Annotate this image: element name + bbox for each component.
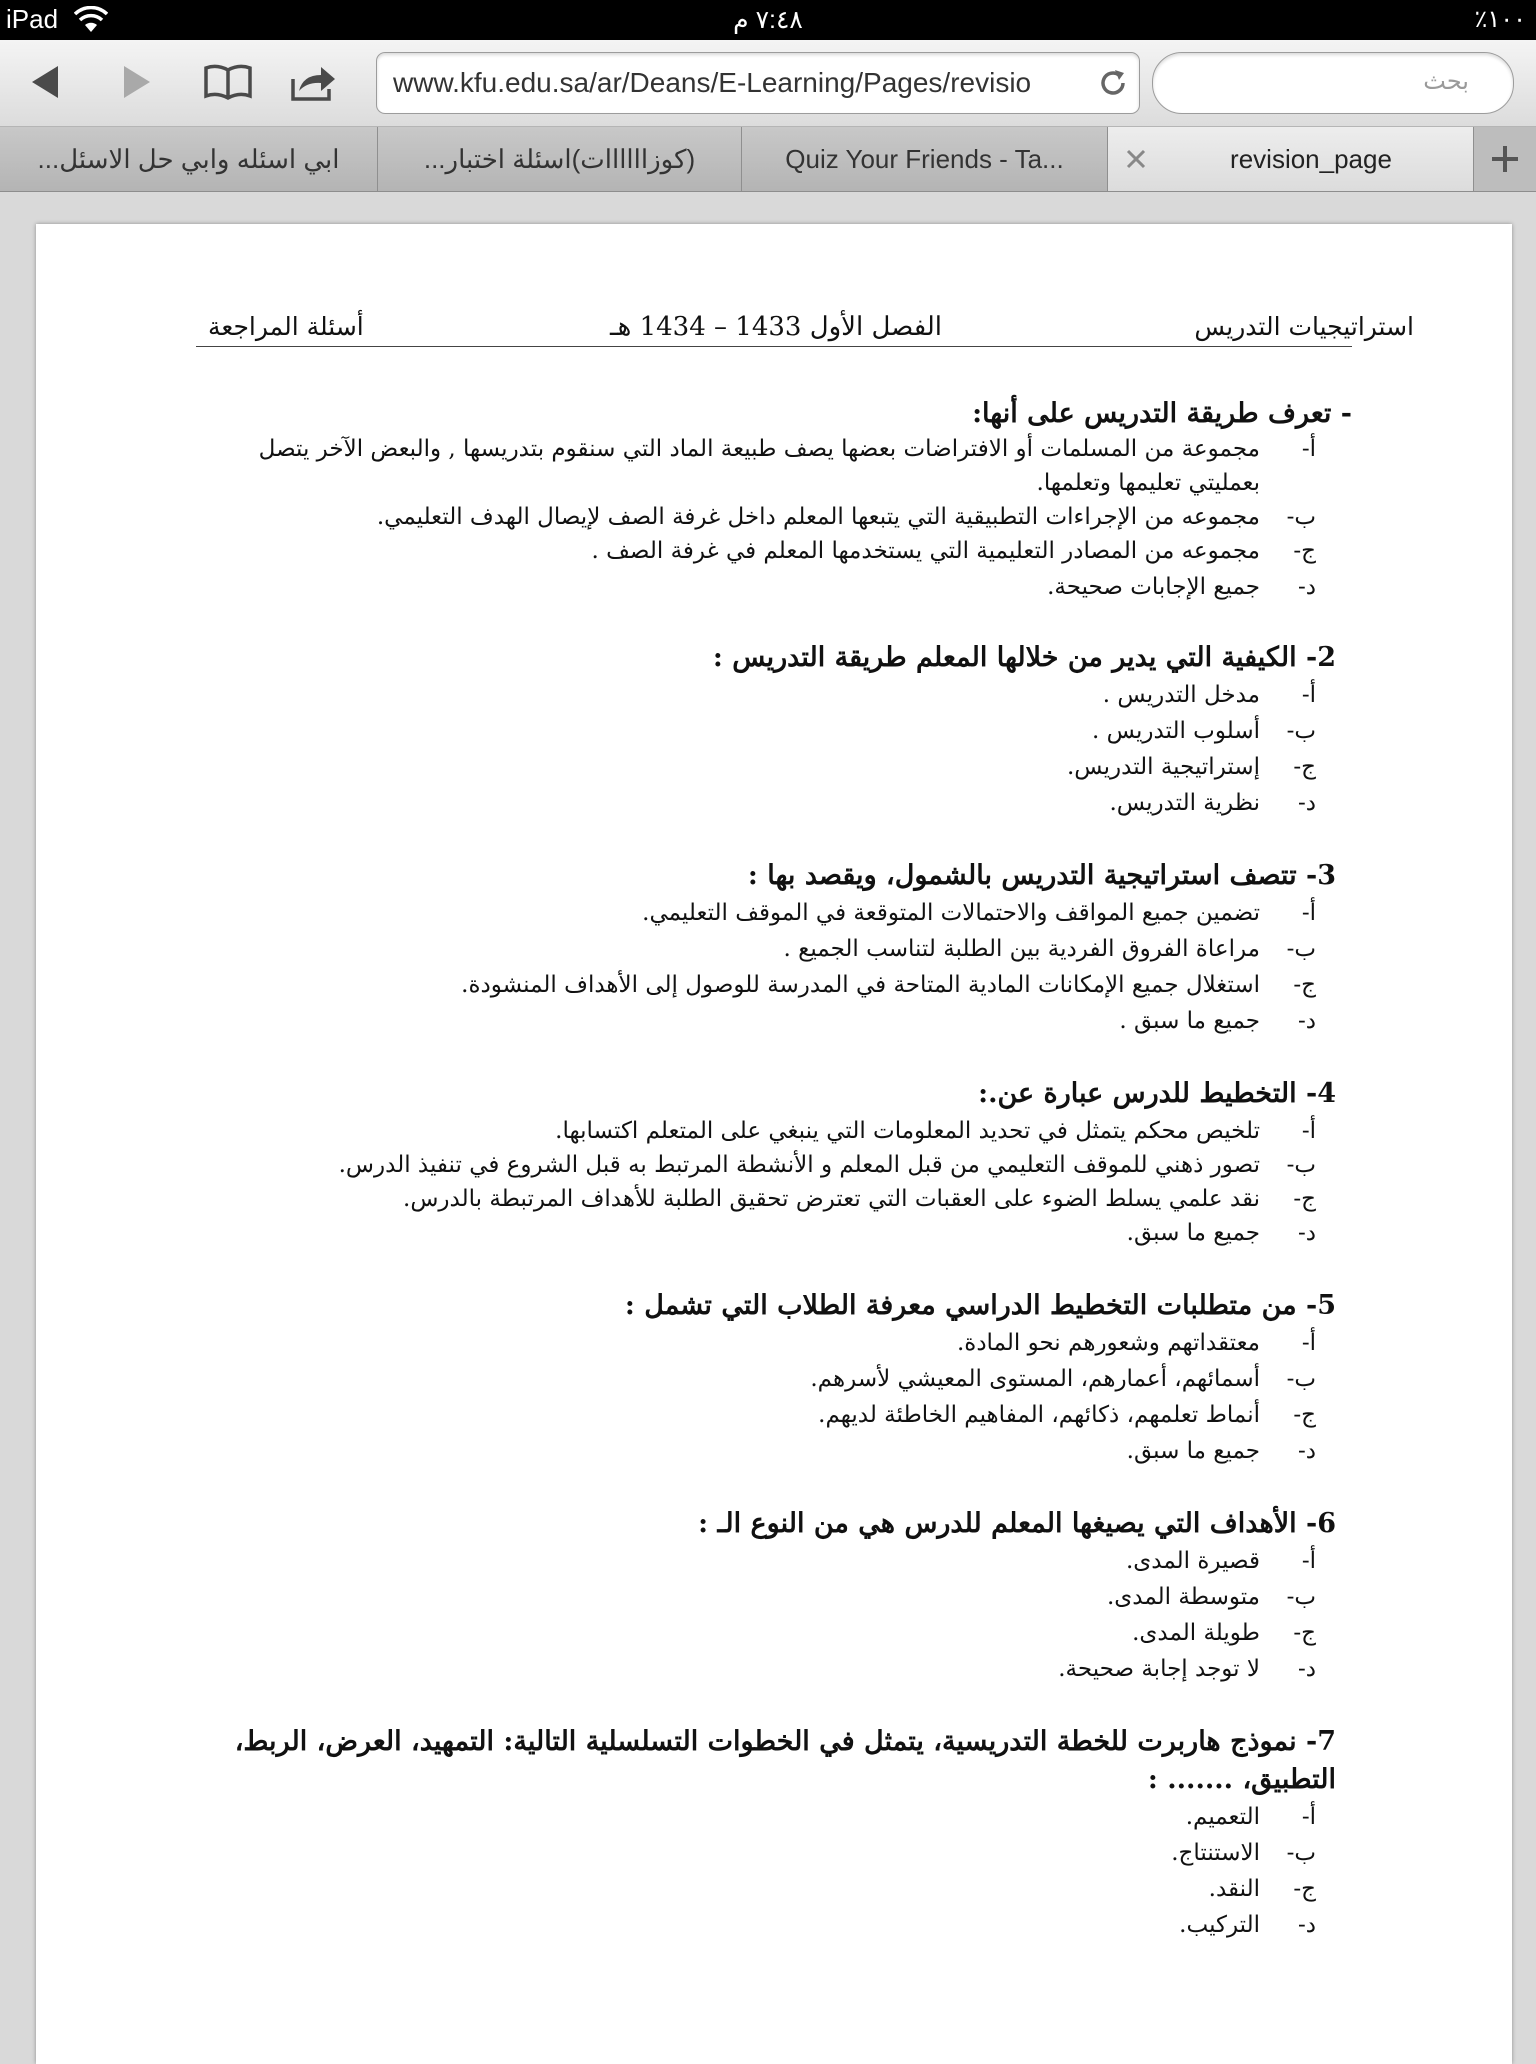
option-text: مجموعة من المسلمات أو الافتراضات بعضها يصف طبيعة الماد التي سنقوم بتدريسها , والبعض الآخر يتصل [258,436,1260,462]
option [1058,1656,1316,1682]
option-text: إستراتيجية التدريس. [1066,754,1260,780]
option-label: أ- [1301,1548,1316,1574]
option [461,972,1316,998]
header-term: الفصل الأول 1433 – 1434 هـ [610,312,943,342]
header-course: استراتيجيات التدريس [1194,312,1414,341]
option-label: ج- [1293,1620,1316,1646]
option-text: بعمليتي تعليمها وتعلمها. [1036,470,1260,496]
option [592,538,1317,564]
option [339,1152,1316,1178]
clock: ٧:٤٨ م [733,6,803,34]
option-label: د- [1297,1220,1316,1246]
option-label: ج- [1293,1186,1316,1212]
browser-toolbar [0,40,1536,127]
search-field[interactable] [1152,52,1514,114]
option-text: تصور ذهني للموقف التعليمي من قبل المعلم و الأنشطة المرتبط به قبل الشروع في تنفيذ الدرس. [338,1152,1260,1178]
option-label: د- [1297,790,1316,816]
header-section: أسئلة المراجعة [208,312,364,341]
option [259,436,1316,462]
tab-1[interactable] [0,127,378,191]
question-title: 6- الأهداف التي يصيغها المعلم للدرس هي من النوع الـ : [698,1508,1336,1539]
option [1119,1008,1316,1034]
option-label: ب- [1286,1366,1316,1392]
option-label: أ- [1301,1118,1316,1144]
option-label: ج- [1293,972,1316,998]
option [1127,1438,1316,1464]
book-icon [203,62,253,102]
back-button[interactable] [18,54,74,110]
option-text: جميع ما سبق. [1126,1438,1260,1464]
option-label: أ- [1301,682,1316,708]
search-placeholder: بحث [1423,67,1469,95]
option-text: جميع ما سبق . [1119,1008,1260,1034]
tab-3[interactable] [742,127,1108,191]
option-text: أنماط تعلمهم، ذكائهم، المفاهيم الخاطئة لديهم. [818,1402,1260,1428]
option-label: د- [1297,1912,1316,1938]
option-label: ج- [1293,538,1316,564]
tab-active[interactable] [1108,127,1474,191]
option-label: ج- [1293,754,1316,780]
battery-level: ٪١٠٠ [1474,6,1526,33]
option [1171,1840,1316,1866]
option [810,1366,1316,1392]
option-label: ب- [1286,936,1316,962]
option-label: ب- [1286,1584,1316,1610]
tab-bar [0,127,1536,192]
option-text: جميع ما سبق. [1126,1220,1260,1246]
tab-label: revision_page [1230,143,1392,174]
option-text: الاستنتاج. [1171,1840,1260,1866]
option [1037,470,1316,496]
header-divider [196,346,1352,347]
option-text: التعميم. [1185,1804,1260,1830]
forward-arrow-icon [116,62,156,102]
option-label: د- [1297,574,1316,600]
option-text: استغلال جميع الإمكانات المادية المتاحة في المدرسة للوصول إلى الأهداف المنشودة. [461,972,1260,998]
option-label: ب- [1286,1840,1316,1866]
option-label: ب- [1286,504,1316,530]
tab-2[interactable] [378,127,742,191]
option-text: قصيرة المدى. [1125,1548,1260,1574]
option [1126,1548,1316,1574]
option-label: أ- [1301,1804,1316,1830]
status-bar [0,0,1536,40]
option [642,900,1316,926]
question-title: 2- الكيفية التي يدير من خلالها المعلم طريقة التدريس : [712,642,1336,673]
option-label: أ- [1301,900,1316,926]
option-text: النقد. [1208,1876,1260,1902]
option-label: ب- [1286,1152,1316,1178]
option-label: ب- [1286,718,1316,744]
document-page [36,224,1512,2064]
share-icon [289,61,339,103]
option-text: التركيب. [1179,1912,1260,1938]
option [783,936,1316,962]
option [1209,1876,1316,1902]
option-text: مجموعه من الإجراءات التطبيقية التي يتبعها المعلم داخل غرفة الصف لإيصال الهدف التعليمي. [376,504,1260,530]
option-text: جميع الإجابات صحيحة. [1047,574,1260,600]
option-text: مجموعه من المصادر التعليمية التي يستخدمها المعلم في غرفة الصف . [591,538,1260,564]
tab-label: (كوزاااااات)اسئلة اختبار... [423,143,696,174]
option [1179,1912,1316,1938]
url-text: www.kfu.edu.sa/ar/Deans/E-Learning/Pages/revisio [393,67,1032,98]
option [1103,682,1316,708]
question-title: 4- التخطيط للدرس عبارة عن.: [978,1078,1336,1109]
option [1127,1220,1316,1246]
tab-label: Quiz Your Friends - Ta... [785,143,1064,174]
option-text: معتقداتهم وشعورهم نحو المادة. [956,1330,1260,1356]
option-label: أ- [1301,436,1316,462]
question-title: 7- نموذج هاربرت للخطة التدريسية، يتمثل في الخطوات التسلسلية التالية: التمهيد، العرض، الربط، [234,1726,1336,1757]
option-text: تضمين جميع المواقف والاحتمالات المتوقعة في الموقف التعليمي. [642,900,1260,926]
back-arrow-icon [26,62,66,102]
option-text: مراعاة الفروق الفردية بين الطلبة لتناسب الجميع . [783,936,1260,962]
question-title: 5- من متطلبات التخطيط الدراسي معرفة الطلاب التي تشمل : [624,1290,1336,1321]
question-title-continued: التطبيق، ....... : [1147,1764,1336,1795]
option-text: نظرية التدريس. [1109,790,1260,816]
option-text: أسلوب التدريس . [1092,718,1260,744]
option [1109,790,1316,816]
option [818,1402,1316,1428]
option-label: ج- [1293,1876,1316,1902]
option-text: تلخيص محكم يتمثل في تحديد المعلومات التي ينبغي على المتعلم اكتسابها. [555,1118,1260,1144]
option [403,1186,1316,1212]
option-text: مدخل التدريس . [1102,682,1260,708]
option [555,1118,1316,1144]
option-label: د- [1297,1656,1316,1682]
device-name: iPad [6,4,59,34]
option [377,504,1316,530]
address-bar[interactable] [376,52,1140,114]
question-title: 3- تتصف استراتيجية التدريس بالشمول، ويقصد بها : [747,860,1336,891]
option [1092,718,1316,744]
share-button[interactable] [286,54,342,110]
plus-icon [1489,143,1521,175]
question-title: - تعرف طريقة التدريس على أنها: [972,398,1352,429]
option-text: متوسطة المدى. [1106,1584,1260,1610]
option [1107,1584,1316,1610]
option-text: لا توجد إجابة صحيحة. [1058,1656,1260,1682]
option [1047,574,1316,600]
reload-icon[interactable] [1097,67,1129,99]
option-label: د- [1297,1008,1316,1034]
option [957,1330,1316,1356]
option-text: أسمائهم، أعمارهم، المستوى المعيشي لأسرهم. [810,1366,1260,1392]
option-label: ج- [1293,1402,1316,1428]
option [1186,1804,1316,1830]
option-label: أ- [1301,1330,1316,1356]
forward-button[interactable] [108,54,164,110]
new-tab-button[interactable] [1473,127,1536,191]
tab-label: ابي اسئله وابي حل الاسئل... [37,143,340,174]
option-text: طويلة المدى. [1132,1620,1260,1646]
close-tab-icon[interactable] [1122,145,1150,173]
option-text: نقد علمي يسلط الضوء على العقبات التي تعترض تحقيق الطلبة للأهداف المرتبطة بالدرس. [403,1186,1260,1212]
option [1132,1620,1316,1646]
option-label: د- [1297,1438,1316,1464]
bookmarks-button[interactable] [200,54,256,110]
option [1067,754,1316,780]
